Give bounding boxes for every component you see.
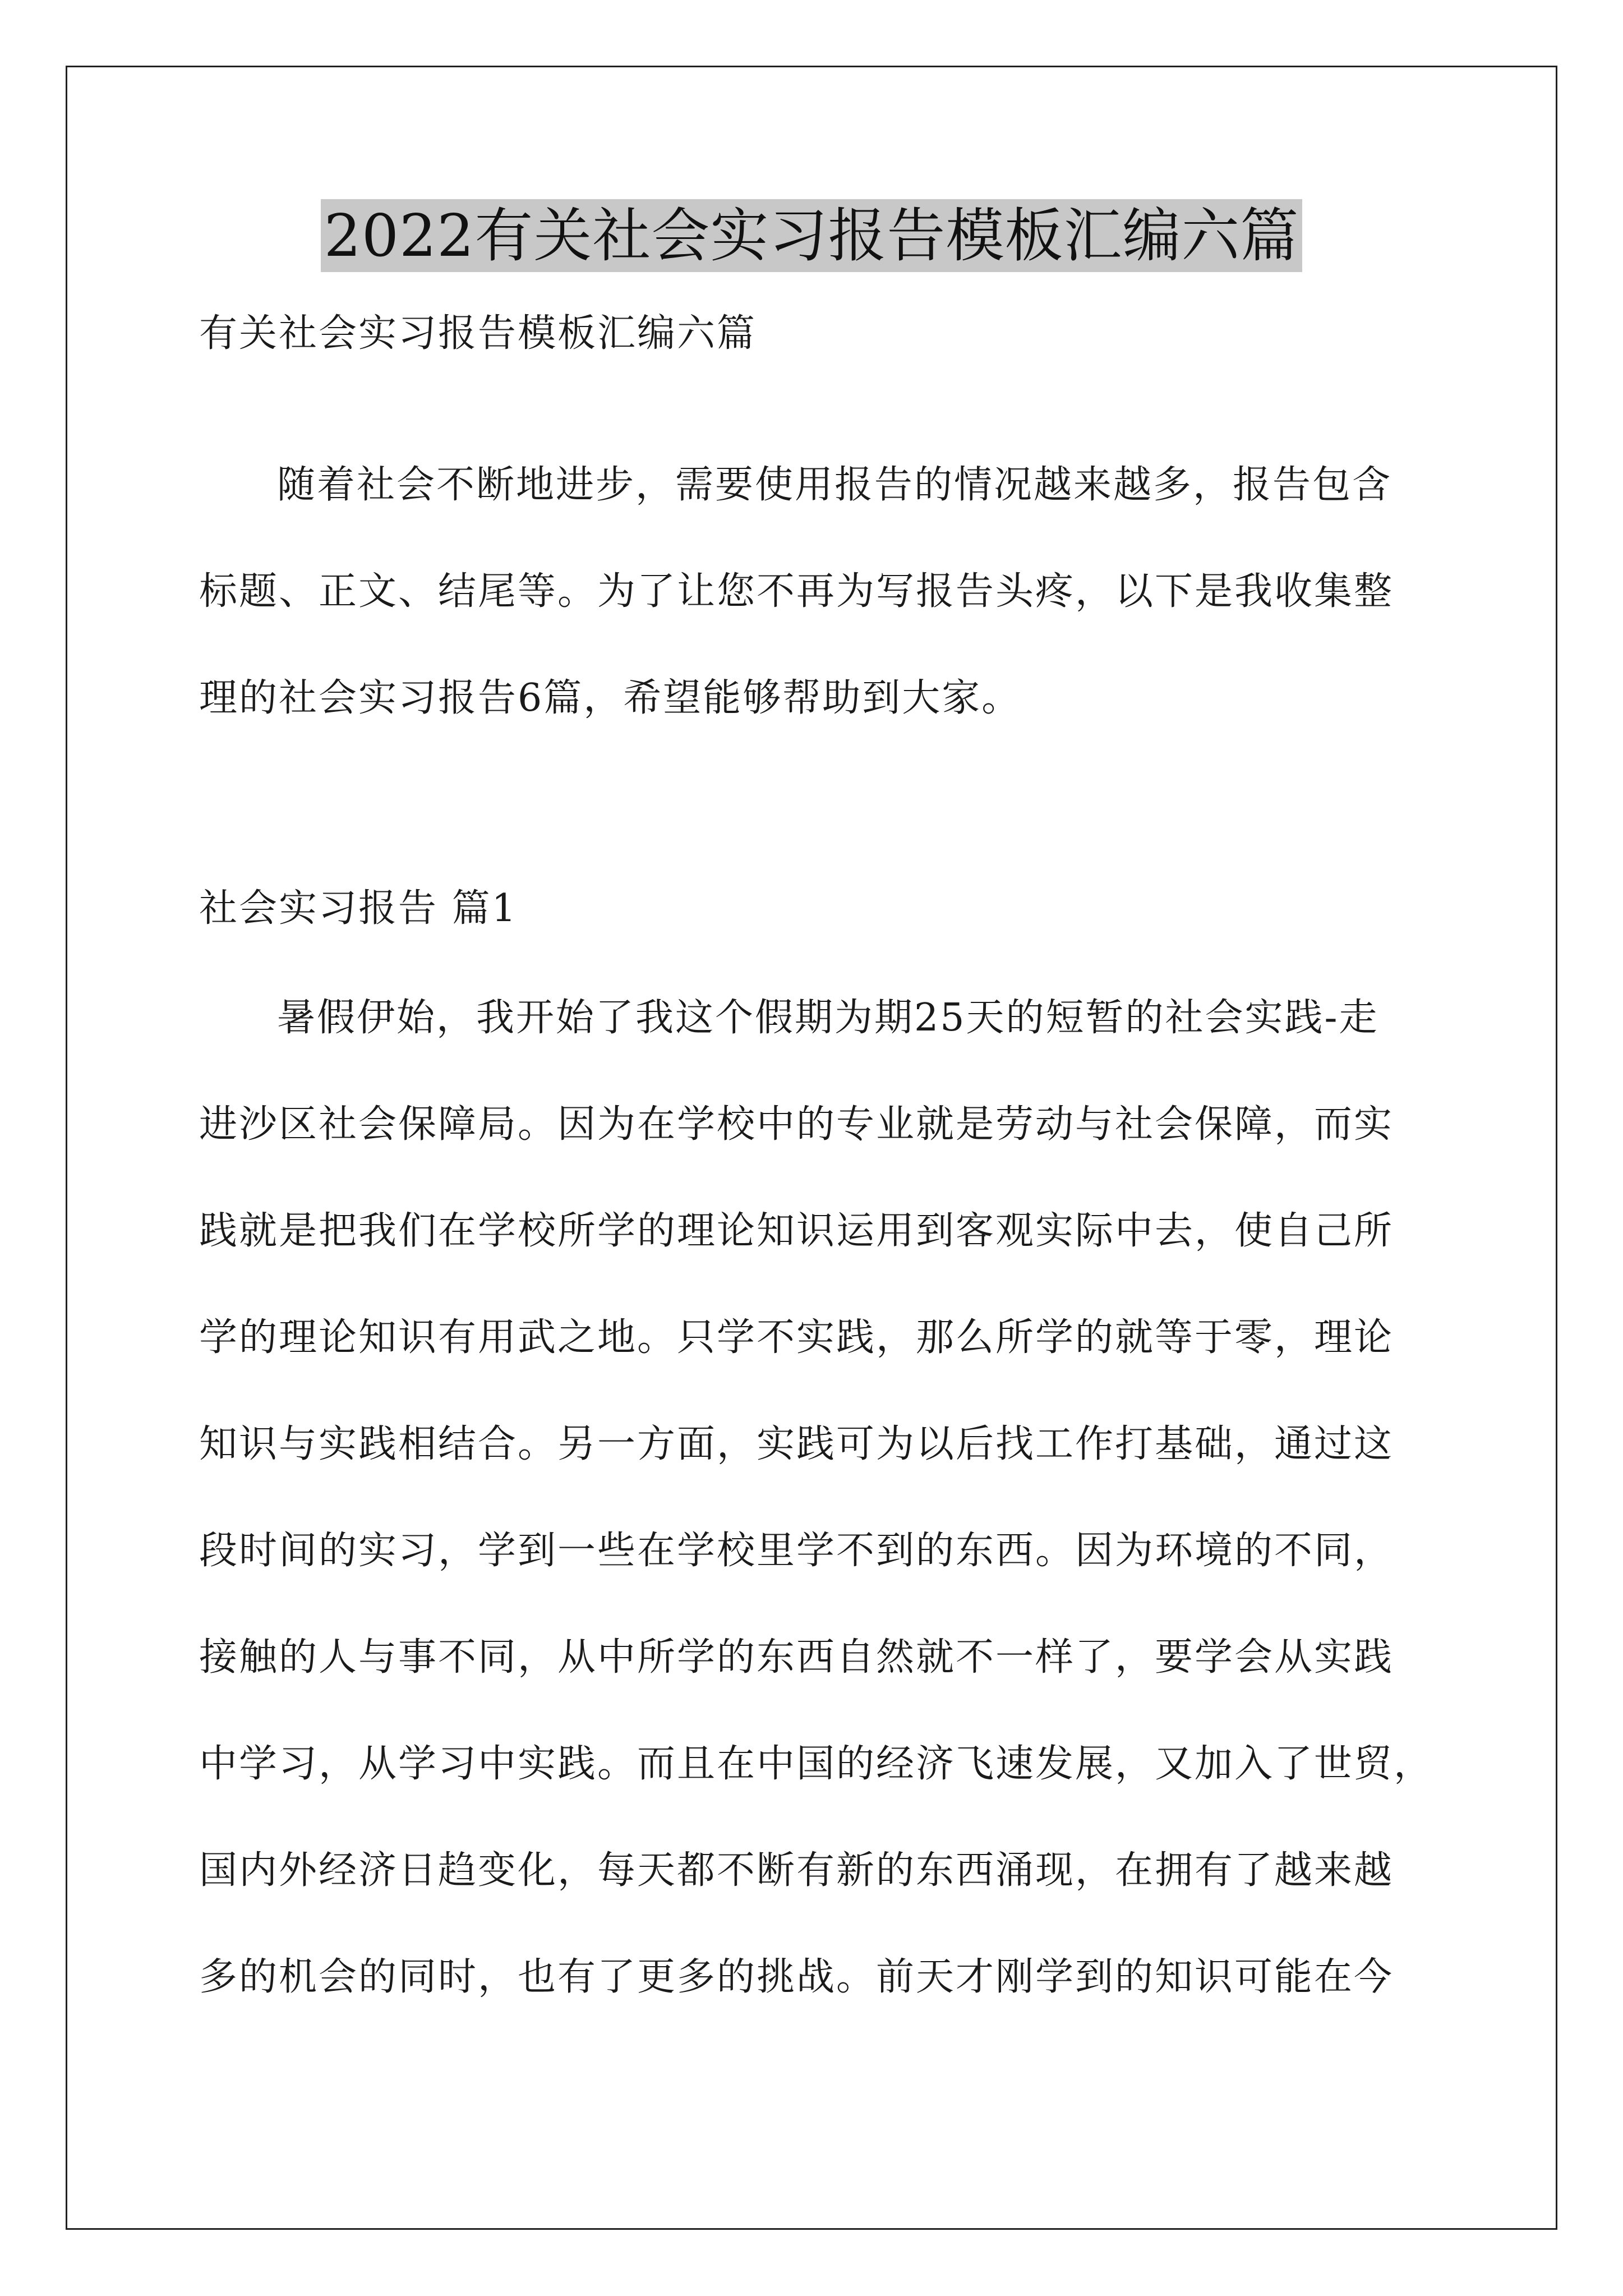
page-border: [66, 66, 1557, 2230]
body-line: 段时间的实习，学到一些在学校里学不到的东西。因为环境的不同，: [199, 1529, 1394, 1573]
title-block: [0, 199, 1623, 272]
document-title: 2022有关社会实习报告模板汇编六篇: [321, 199, 1303, 272]
body-line: 进沙区社会保障局。因为在学校中的专业就是劳动与社会保障，而实: [199, 1102, 1394, 1147]
section-heading: 社会实习报告 篇1: [199, 886, 518, 931]
intro-line: 理的社会实习报告6篇，希望能够帮助到大家。: [199, 676, 1022, 720]
body-line: 学的理论知识有用武之地。只学不实践，那么所学的就等于零，理论: [199, 1315, 1394, 1360]
body-line: 接触的人与事不同，从中所学的东西自然就不一样了，要学会从实践: [199, 1635, 1394, 1680]
intro-line: 随着社会不断地进步，需要使用报告的情况越来越多，报告包含: [277, 463, 1393, 507]
body-line: 暑假伊始，我开始了我这个假期为期25天的短暂的社会实践-走: [277, 996, 1379, 1040]
body-line: 国内外经济日趋变化，每天都不断有新的东西涌现，在拥有了越来越: [199, 1848, 1394, 1893]
body-line: 多的机会的同时，也有了更多的挑战。前天才刚学到的知识可能在今: [199, 1955, 1394, 1999]
body-line: 知识与实践相结合。另一方面，实践可为以后找工作打基础，通过这: [199, 1422, 1394, 1466]
intro-line: 标题、正文、结尾等。为了让您不再为写报告头疼，以下是我收集整: [199, 569, 1394, 614]
body-line: 践就是把我们在学校所学的理论知识运用到客观实际中去，使自己所: [199, 1209, 1394, 1253]
document-subtitle: 有关社会实习报告模板汇编六篇: [199, 311, 757, 356]
body-line: 中学习，从学习中实践。而且在中国的经济飞速发展，又加入了世贸，: [199, 1742, 1434, 1786]
